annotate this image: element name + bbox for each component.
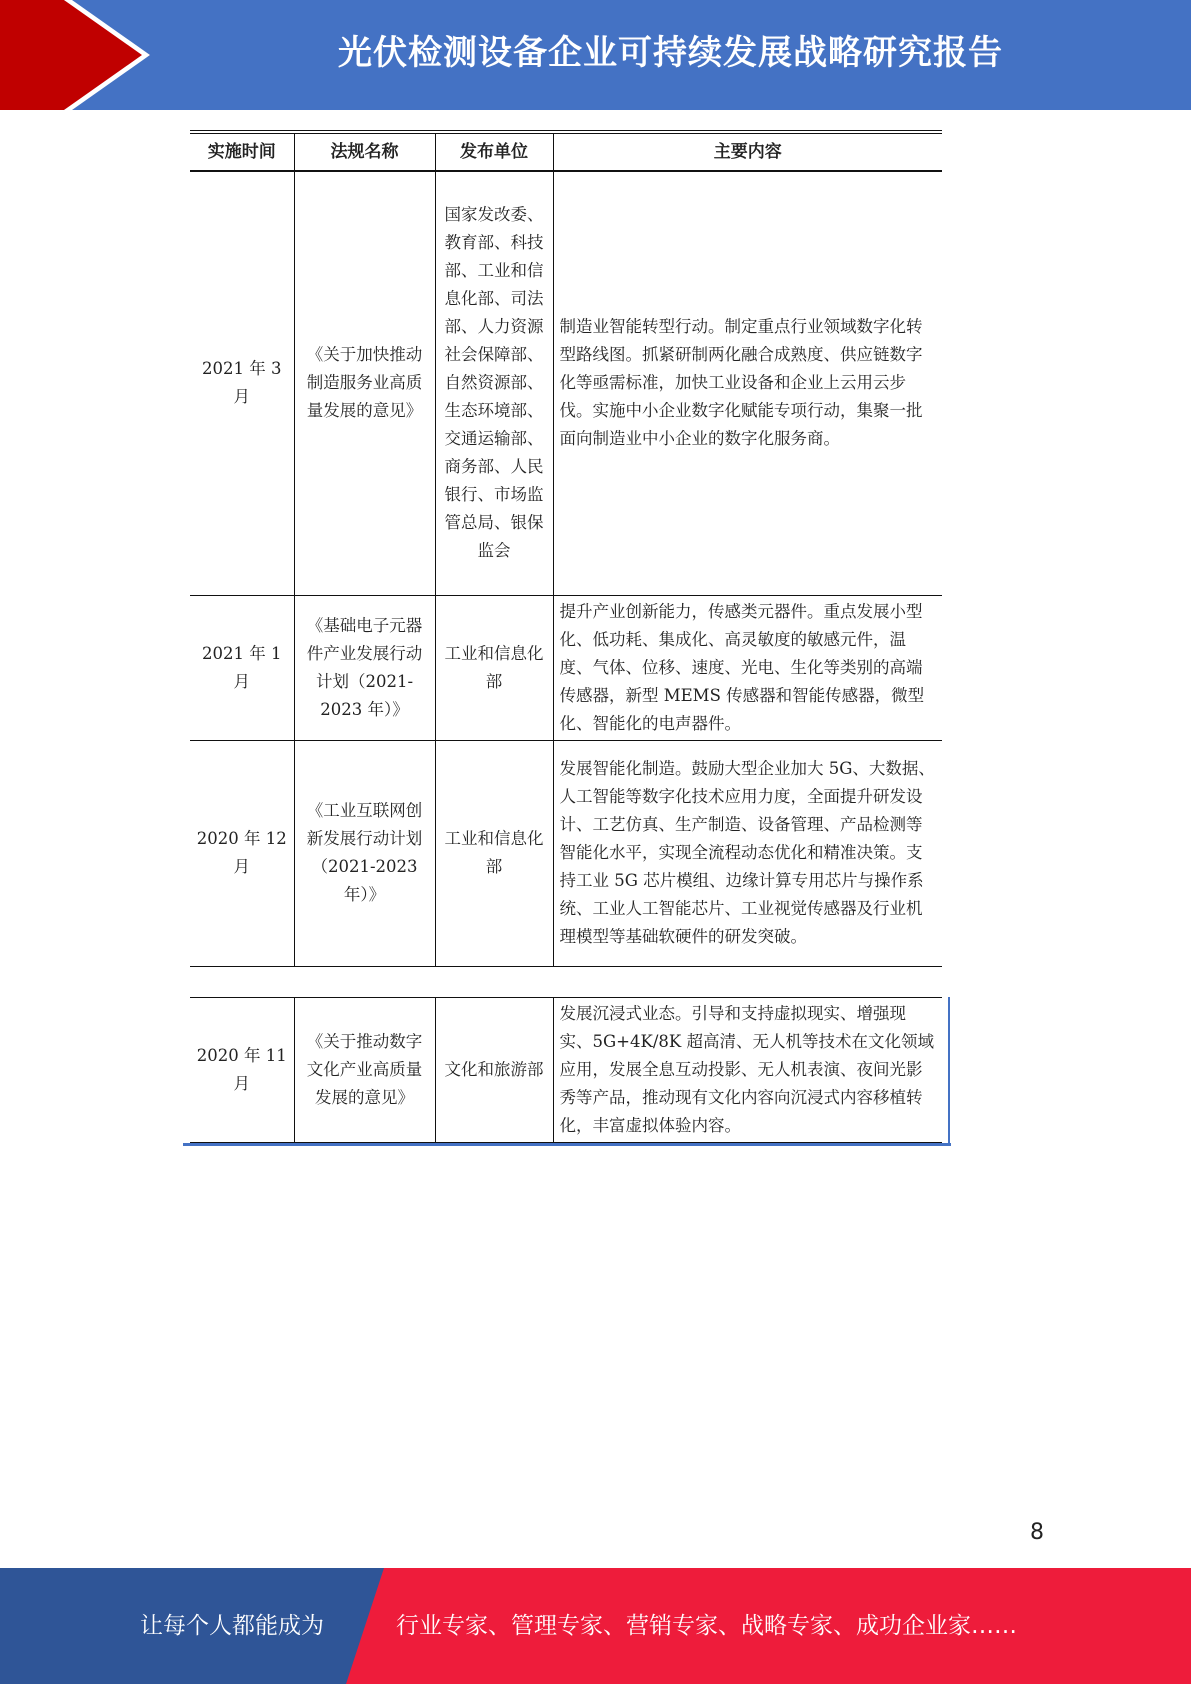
cell-name: 《关于加快推动制造服务业高质量发展的意见》 xyxy=(294,171,435,595)
footer-slogan-right: 行业专家、管理专家、营销专家、战略专家、成功企业家…… xyxy=(396,1613,1017,1639)
cell-content: 制造业智能转型行动。制定重点行业领域数字化转型路线图。抓紧研制两化融合成熟度、供应链数字化等亟需标准，加快工业设备和企业上云用云步伐。实施中小企业数字化赋能专项行动，集聚一批面向制造业中小企业的数字化服务商。 xyxy=(553,171,942,595)
cell-content: 发展智能化制造。鼓励大型企业加大 5G、大数据、人工智能等数字化技术应用力度，全面提升研发设计、工艺仿真、生产制造、设备管理、产品检测等智能化水平，实现全流程动态优化和精准决策。支持工业 5G 芯片模组、边缘计算专用芯片与操作系统、工业人工智能芯片、工业视觉传感器及行业机理模型等基础软硬件的研发突破。 xyxy=(553,740,942,966)
page-number: 8 xyxy=(1030,1520,1044,1545)
selection-underline xyxy=(183,1143,951,1146)
cell-issuer: 工业和信息化部 xyxy=(435,595,553,740)
table-row xyxy=(190,998,942,1145)
table-row xyxy=(190,595,942,740)
cell-issuer: 国家发改委、教育部、科技部、工业和信息化部、司法部、人力资源社会保障部、自然资源部、生态环境部、交通运输部、商务部、人民银行、市场监管总局、银保监会 xyxy=(435,171,553,595)
table-row xyxy=(190,740,942,966)
report-title: 光伏检测设备企业可持续发展战略研究报告 xyxy=(338,33,1003,73)
cell-name: 《基础电子元器件产业发展行动计划（2021-2023 年）》 xyxy=(294,595,435,740)
policy-table xyxy=(190,130,942,967)
footer-slogan-left: 让每个人都能成为 xyxy=(140,1613,324,1639)
column-header-content: 主要内容 xyxy=(553,132,942,171)
table-row xyxy=(190,171,942,595)
cell-issuer: 工业和信息化部 xyxy=(435,740,553,966)
header-banner xyxy=(0,0,1191,110)
cell-date: 2021 年 3 月 xyxy=(190,171,294,595)
selection-edge xyxy=(948,997,950,1145)
red-chevron-icon xyxy=(0,0,150,110)
column-header-name: 法规名称 xyxy=(294,132,435,171)
cell-date: 2020 年 12 月 xyxy=(190,740,294,966)
cell-name: 《关于推动数字文化产业高质量发展的意见》 xyxy=(294,998,435,1145)
column-header-issuer: 发布单位 xyxy=(435,132,553,171)
table-header-row xyxy=(190,132,942,171)
cell-name: 《工业互联网创新发展行动计划（2021-2023 年）》 xyxy=(294,740,435,966)
cell-issuer: 文化和旅游部 xyxy=(435,998,553,1145)
column-header-date: 实施时间 xyxy=(190,132,294,171)
cell-date: 2021 年 1 月 xyxy=(190,595,294,740)
footer-banner xyxy=(0,1568,1191,1684)
cell-content: 发展沉浸式业态。引导和支持虚拟现实、增强现实、5G+4K/8K 超高清、无人机等技术在文化领域应用，发展全息互动投影、无人机表演、夜间光影秀等产品，推动现有文化内容向沉浸式内容移植转化，丰富虚拟体验内容。 xyxy=(553,998,942,1145)
policy-table-continued xyxy=(190,997,942,1146)
cell-content: 提升产业创新能力，传感类元器件。重点发展小型化、低功耗、集成化、高灵敏度的敏感元件，温度、气体、位移、速度、光电、生化等类别的高端传感器，新型 MEMS 传感器和智能传感器，微型化、智能化的电声器件。 xyxy=(553,595,942,740)
cell-date: 2020 年 11 月 xyxy=(190,998,294,1145)
